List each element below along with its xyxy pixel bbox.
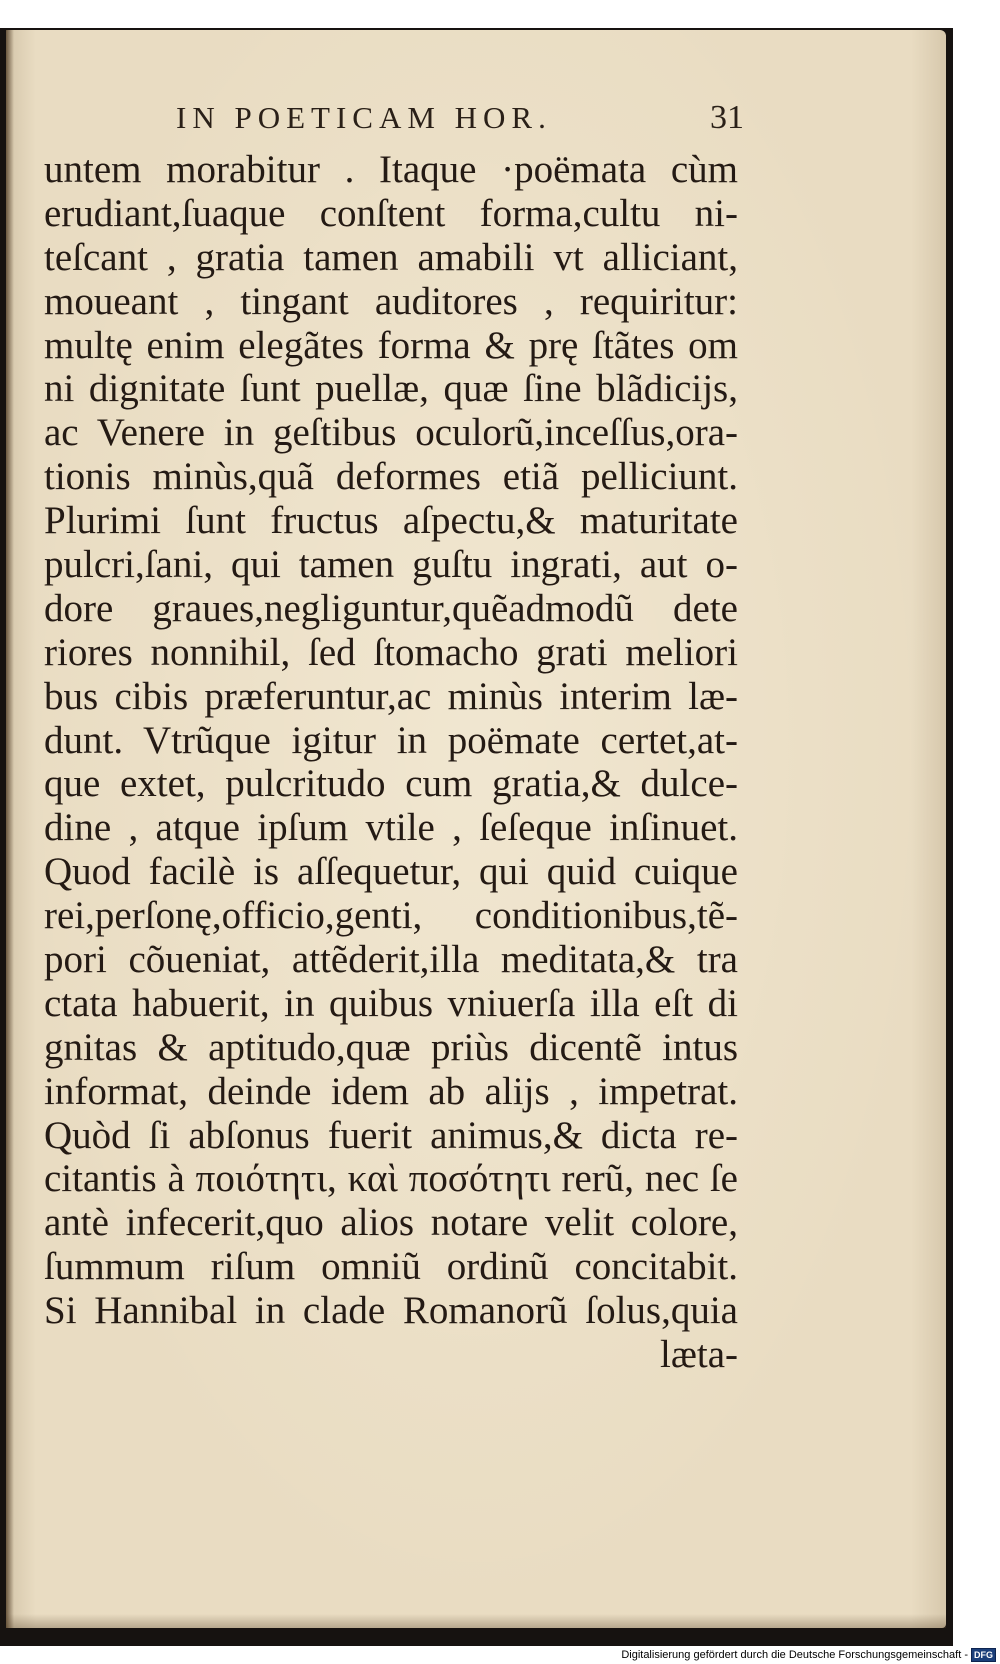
text-line: tionis minùs,quã deformes etiã pelliciunt. <box>44 455 738 499</box>
text-line: pori cõueniat, attẽderit,illa meditata,& tra <box>44 938 738 982</box>
text-line: dore graues,negliguntur,quẽadmodũ dete <box>44 586 738 630</box>
text-line: informat, deinde idem ab alijs , impetrat. <box>44 1069 738 1113</box>
text-line: riores nonnihil, ſed ſtomacho grati meliori <box>44 630 738 674</box>
text-line: ni dignitate ſunt puellæ, quæ ſine blãdicijs, <box>44 367 738 411</box>
running-title: IN POETICAM HOR. <box>176 100 552 135</box>
text-line: ctata habuerit, in quibus vniuerſa illa eſt di <box>44 981 738 1025</box>
digitization-credit <box>621 1648 996 1662</box>
text-line: Plurimi ſunt fructus aſpectu,& maturitate <box>44 499 738 543</box>
catchword: læta- <box>660 1333 738 1377</box>
text-line: teſcant , gratia tamen amabili vt alliciant, <box>44 235 738 279</box>
text-line: dunt. Vtrũque igitur in poëmate certet,at- <box>44 718 738 762</box>
dfg-logo: DFG <box>971 1648 996 1662</box>
text-line: Quod facilè is aſſequetur, qui quid cuique <box>44 850 738 894</box>
text-line: Quòd ſi abſonus fuerit animus,& dicta re- <box>44 1113 738 1157</box>
text-line: erudiant,ſuaque conſtent forma,cultu ni- <box>44 191 738 235</box>
page-gutter-shadow <box>6 30 14 1628</box>
text-line: multę enim elegãtes forma & prę ſtãtes om <box>44 323 738 367</box>
text-line: antè infecerit,quo alios notare velit colore, <box>44 1201 738 1245</box>
page-bottom-shadow <box>6 1614 946 1628</box>
body-text <box>44 148 794 1377</box>
text-line: dine , atque ipſum vtile , ſeſeque inſinuet. <box>44 806 738 850</box>
running-head <box>176 98 776 138</box>
text-line: ac Venere in geſtibus oculorũ,inceſſus,ora- <box>44 411 738 455</box>
text-line: bus cibis præferuntur,ac minùs interim læ- <box>44 674 738 718</box>
text-line: untem morabitur . Itaque ·poëmata cùm <box>44 148 738 191</box>
text-line: moueant , tingant auditores , requiritur: <box>44 279 738 323</box>
text-line: ſummum riſum omniũ ordinũ concitabit. <box>44 1245 738 1289</box>
text-line: pulcri,ſani, qui tamen guſtu ingrati, aut o- <box>44 543 738 587</box>
text-line: citantis à ποιότητι, καὶ ποσότητι rerũ, nec ſe <box>44 1157 738 1201</box>
page-number: 31 <box>710 99 744 136</box>
text-line: gnitas & aptitudo,quæ priùs dicentẽ intus <box>44 1025 738 1069</box>
credit-text: Digitalisierung gefördert durch die Deutsche Forschungsgemeinschaft - <box>621 1649 968 1661</box>
text-line: rei,perſonę,officio,genti, conditionibus,tẽ- <box>44 894 738 938</box>
text-line: Si Hannibal in clade Romanorũ ſolus,quia <box>44 1289 738 1333</box>
text-line: que extet, pulcritudo cum gratia,& dulce- <box>44 762 738 806</box>
